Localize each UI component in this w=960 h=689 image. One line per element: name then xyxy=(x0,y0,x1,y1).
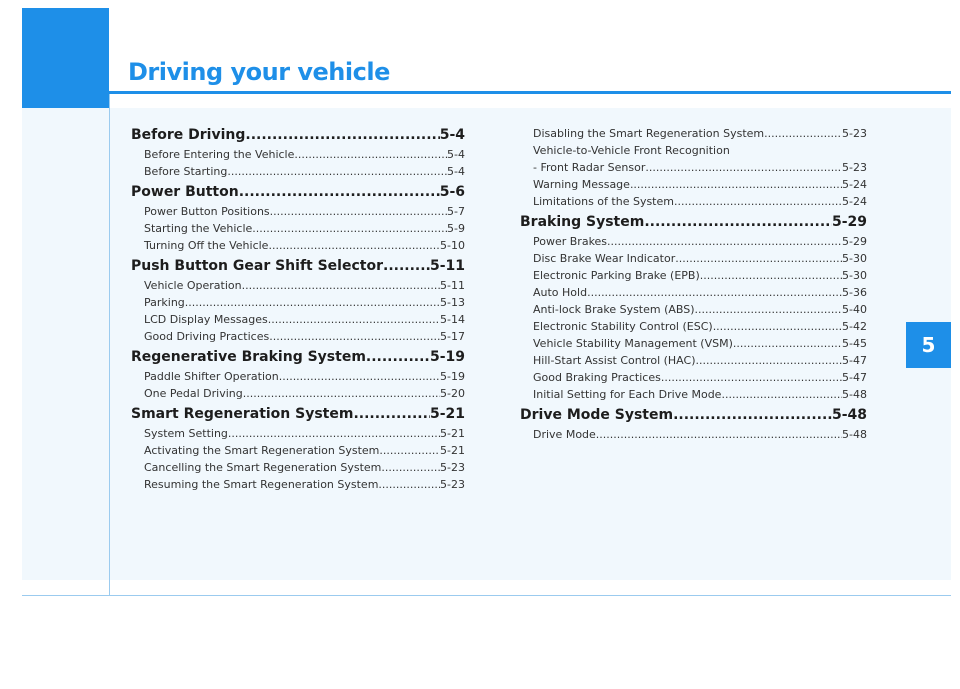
dot-leader xyxy=(269,328,440,345)
toc-page-number: 5-19 xyxy=(429,349,465,365)
dot-leader xyxy=(185,294,440,311)
toc-entry-title: Drive Mode System xyxy=(520,407,674,423)
toc-entry-vehicle-operation[interactable] xyxy=(131,277,465,294)
toc-page-number: 5-47 xyxy=(842,371,867,384)
toc-entry-disabling-the-smart-regeneration-system[interactable] xyxy=(520,125,867,142)
toc-entry-title: Parking xyxy=(144,296,185,309)
toc-page-number: 5-48 xyxy=(831,407,867,423)
toc-entry-system-setting[interactable] xyxy=(131,425,465,442)
toc-entry-title: Power Brakes xyxy=(533,235,608,248)
toc-entry-title: Cancelling the Smart Regeneration System xyxy=(144,461,382,474)
toc-entry-title: Braking System xyxy=(520,214,645,230)
toc-page-number: 5-13 xyxy=(440,296,465,309)
toc-entry-drive-mode[interactable] xyxy=(520,426,867,443)
toc-entry-title: Good Driving Practices xyxy=(144,330,270,343)
dot-leader xyxy=(673,405,832,426)
toc-entry-turning-off-the-vehicle[interactable] xyxy=(131,237,465,254)
toc-entry-title: Turning Off the Vehicle xyxy=(144,239,269,252)
toc-entry-title: Resuming the Smart Regeneration System xyxy=(144,478,379,491)
toc-entry-title: Auto Hold xyxy=(533,286,588,299)
toc-page-number: 5-11 xyxy=(440,279,465,292)
toc-entry-title: Electronic Stability Control (ESC) xyxy=(533,320,713,333)
toc-entry-title: One Pedal Driving xyxy=(144,387,243,400)
dot-leader xyxy=(242,277,440,294)
toc-entry-title: Power Button xyxy=(131,184,239,200)
dot-leader xyxy=(279,368,440,385)
toc-entry-title: Before Driving xyxy=(131,127,246,143)
toc-page-number: 5-24 xyxy=(842,178,867,191)
toc-entry-before-entering-the-vehicle[interactable] xyxy=(131,146,465,163)
toc-page-number: 5-4 xyxy=(439,127,465,143)
toc-page-number: 5-21 xyxy=(440,444,465,457)
dot-leader xyxy=(252,220,447,237)
toc-entry-title: Vehicle Operation xyxy=(144,279,242,292)
toc-page-number: 5-24 xyxy=(842,195,867,208)
dot-leader xyxy=(764,125,842,142)
toc-page-number: 5-19 xyxy=(440,370,465,383)
toc-page-number: 5-21 xyxy=(429,406,465,422)
dot-leader xyxy=(661,369,842,386)
toc-entry-title: Good Braking Practices xyxy=(533,371,661,384)
toc-entry-title: Before Entering the Vehicle xyxy=(144,148,295,161)
toc-entry-vehicle-stability-management-vsm[interactable] xyxy=(520,335,867,352)
toc-entry-one-pedal-driving[interactable] xyxy=(131,385,465,402)
dot-leader xyxy=(675,250,842,267)
toc-section-regenerative-braking-system[interactable] xyxy=(131,347,465,368)
header-color-block xyxy=(22,8,109,108)
title-divider xyxy=(109,91,951,94)
bottom-divider xyxy=(22,595,951,596)
toc-page-number: 5-23 xyxy=(440,478,465,491)
toc-entry-title: Initial Setting for Each Drive Mode xyxy=(533,388,722,401)
toc-entry-power-button-positions[interactable] xyxy=(131,203,465,220)
toc-section-braking-system[interactable] xyxy=(520,212,867,233)
toc-entry-lcd-display-messages[interactable] xyxy=(131,311,465,328)
dot-leader xyxy=(268,237,440,254)
dot-leader xyxy=(383,256,430,277)
toc-entry-title: Warning Message xyxy=(533,178,630,191)
toc-entry-front-radar-sensor[interactable] xyxy=(520,159,867,176)
toc-entry-title: System Setting xyxy=(144,427,228,440)
toc-entry-hill-start-assist-control-hac[interactable] xyxy=(520,352,867,369)
toc-entry-electronic-parking-brake-epb[interactable] xyxy=(520,267,867,284)
toc-page-number: 5-23 xyxy=(842,127,867,140)
toc-section-before-driving[interactable] xyxy=(131,125,465,146)
toc-page-number: 5-9 xyxy=(447,222,465,235)
toc-entry-before-starting[interactable] xyxy=(131,163,465,180)
toc-entry-activating-the-smart-regeneration-system[interactable] xyxy=(131,442,465,459)
toc-entry-title: Disc Brake Wear Indicator xyxy=(533,252,676,265)
dot-leader xyxy=(366,347,430,368)
dot-leader xyxy=(696,352,843,369)
dot-leader xyxy=(733,335,842,352)
toc-page-number: 5-6 xyxy=(439,184,465,200)
toc-entry-starting-the-vehicle[interactable] xyxy=(131,220,465,237)
toc-page-number: 5-23 xyxy=(440,461,465,474)
toc-entry-title: - Front Radar Sensor xyxy=(533,161,646,174)
toc-page-number: 5-21 xyxy=(440,427,465,440)
toc-entry-title: Push Button Gear Shift Selector xyxy=(131,258,383,274)
toc-entry-title: Power Button Positions xyxy=(144,205,270,218)
toc-page-number: 5-40 xyxy=(842,303,867,316)
toc-entry-title: Disabling the Smart Regeneration System xyxy=(533,127,765,140)
dot-leader xyxy=(294,146,447,163)
dot-leader xyxy=(630,176,842,193)
dot-leader xyxy=(245,125,439,146)
toc-page-number: 5-4 xyxy=(447,165,465,178)
toc-entry-anti-lock-brake-system-abs[interactable] xyxy=(520,301,867,318)
dot-leader xyxy=(378,476,440,493)
toc-entry-cancelling-the-smart-regeneration-system[interactable] xyxy=(131,459,465,476)
toc-entry-title: Starting the Vehicle xyxy=(144,222,253,235)
dot-leader xyxy=(700,267,842,284)
dot-leader xyxy=(379,442,440,459)
toc-page-number: 5-10 xyxy=(440,239,465,252)
dot-leader xyxy=(607,233,842,250)
toc-entry-initial-setting-for-each-drive-mode[interactable] xyxy=(520,386,867,403)
toc-entry-resuming-the-smart-regeneration-system[interactable] xyxy=(131,476,465,493)
toc-entry-title: Before Starting xyxy=(144,165,228,178)
dot-leader xyxy=(239,182,440,203)
chapter-tab[interactable]: 5 xyxy=(906,322,951,368)
toc-page-number: 5-11 xyxy=(429,258,465,274)
toc-page-number: 5-20 xyxy=(440,387,465,400)
dot-leader xyxy=(381,459,440,476)
toc-entry-paddle-shifter-operation[interactable] xyxy=(131,368,465,385)
toc-entry-title: Drive Mode xyxy=(533,428,596,441)
toc-column-left xyxy=(131,125,465,493)
toc-page-number: 5-4 xyxy=(447,148,465,161)
toc-entry-parking[interactable] xyxy=(131,294,465,311)
dot-leader xyxy=(695,301,842,318)
toc-page-number: 5-48 xyxy=(842,428,867,441)
toc-entry-power-brakes[interactable] xyxy=(520,233,867,250)
dot-leader xyxy=(270,203,447,220)
toc-entry-title: Limitations of the System xyxy=(533,195,674,208)
dot-leader xyxy=(268,311,440,328)
dot-leader xyxy=(645,159,842,176)
toc-entry-title: Paddle Shifter Operation xyxy=(144,370,279,383)
dot-leader xyxy=(227,163,447,180)
dot-leader xyxy=(228,425,440,442)
toc-line-vehicle-to-vehicle-front-recognition: Vehicle-to-Vehicle Front Recognition xyxy=(533,144,730,157)
toc-page-number: 5-23 xyxy=(842,161,867,174)
dot-leader xyxy=(353,404,429,425)
toc-page-number: 5-17 xyxy=(440,330,465,343)
toc-page-number: 5-7 xyxy=(447,205,465,218)
toc-page-number: 5-14 xyxy=(440,313,465,326)
toc-page-number: 5-36 xyxy=(842,286,867,299)
toc-entry-title: Regenerative Braking System xyxy=(131,349,366,365)
toc-entry-warning-message[interactable] xyxy=(520,176,867,193)
margin-rule xyxy=(109,94,110,596)
toc-page-number: 5-29 xyxy=(842,235,867,248)
dot-leader xyxy=(713,318,842,335)
toc-page-number: 5-48 xyxy=(842,388,867,401)
toc-entry-title: Activating the Smart Regeneration System xyxy=(144,444,380,457)
toc-page-number: 5-47 xyxy=(842,354,867,367)
dot-leader xyxy=(674,193,842,210)
dot-leader xyxy=(587,284,842,301)
dot-leader xyxy=(596,426,842,443)
toc-entry-limitations-of-the-system[interactable] xyxy=(520,193,867,210)
toc-entry-title: Anti-lock Brake System (ABS) xyxy=(533,303,695,316)
toc-section-push-button-gear-shift-selector[interactable] xyxy=(131,256,465,277)
dot-leader xyxy=(243,385,440,402)
toc-page-number: 5-42 xyxy=(842,320,867,333)
toc-entry-electronic-stability-control-esc[interactable] xyxy=(520,318,867,335)
toc-page-number: 5-45 xyxy=(842,337,867,350)
page-title: Driving your vehicle xyxy=(128,58,390,86)
toc-entry-good-driving-practices[interactable] xyxy=(131,328,465,345)
toc-section-power-button[interactable] xyxy=(131,182,465,203)
dot-leader xyxy=(644,212,832,233)
toc-column-right xyxy=(520,125,867,443)
toc-page-number: 5-29 xyxy=(831,214,867,230)
toc-entry-title: Hill-Start Assist Control (HAC) xyxy=(533,354,696,367)
toc-page-number: 5-30 xyxy=(842,252,867,265)
toc-entry-title: Electronic Parking Brake (EPB) xyxy=(533,269,700,282)
toc-entry-auto-hold[interactable] xyxy=(520,284,867,301)
toc-entry-title: Smart Regeneration System xyxy=(131,406,354,422)
toc-entry-title: Vehicle Stability Management (VSM) xyxy=(533,337,733,350)
toc-section-drive-mode-system[interactable] xyxy=(520,405,867,426)
toc-page-number: 5-30 xyxy=(842,269,867,282)
toc-entry-disc-brake-wear-indicator[interactable] xyxy=(520,250,867,267)
dot-leader xyxy=(721,386,842,403)
toc-entry-good-braking-practices[interactable] xyxy=(520,369,867,386)
toc-section-smart-regeneration-system[interactable] xyxy=(131,404,465,425)
toc-entry-title: LCD Display Messages xyxy=(144,313,268,326)
